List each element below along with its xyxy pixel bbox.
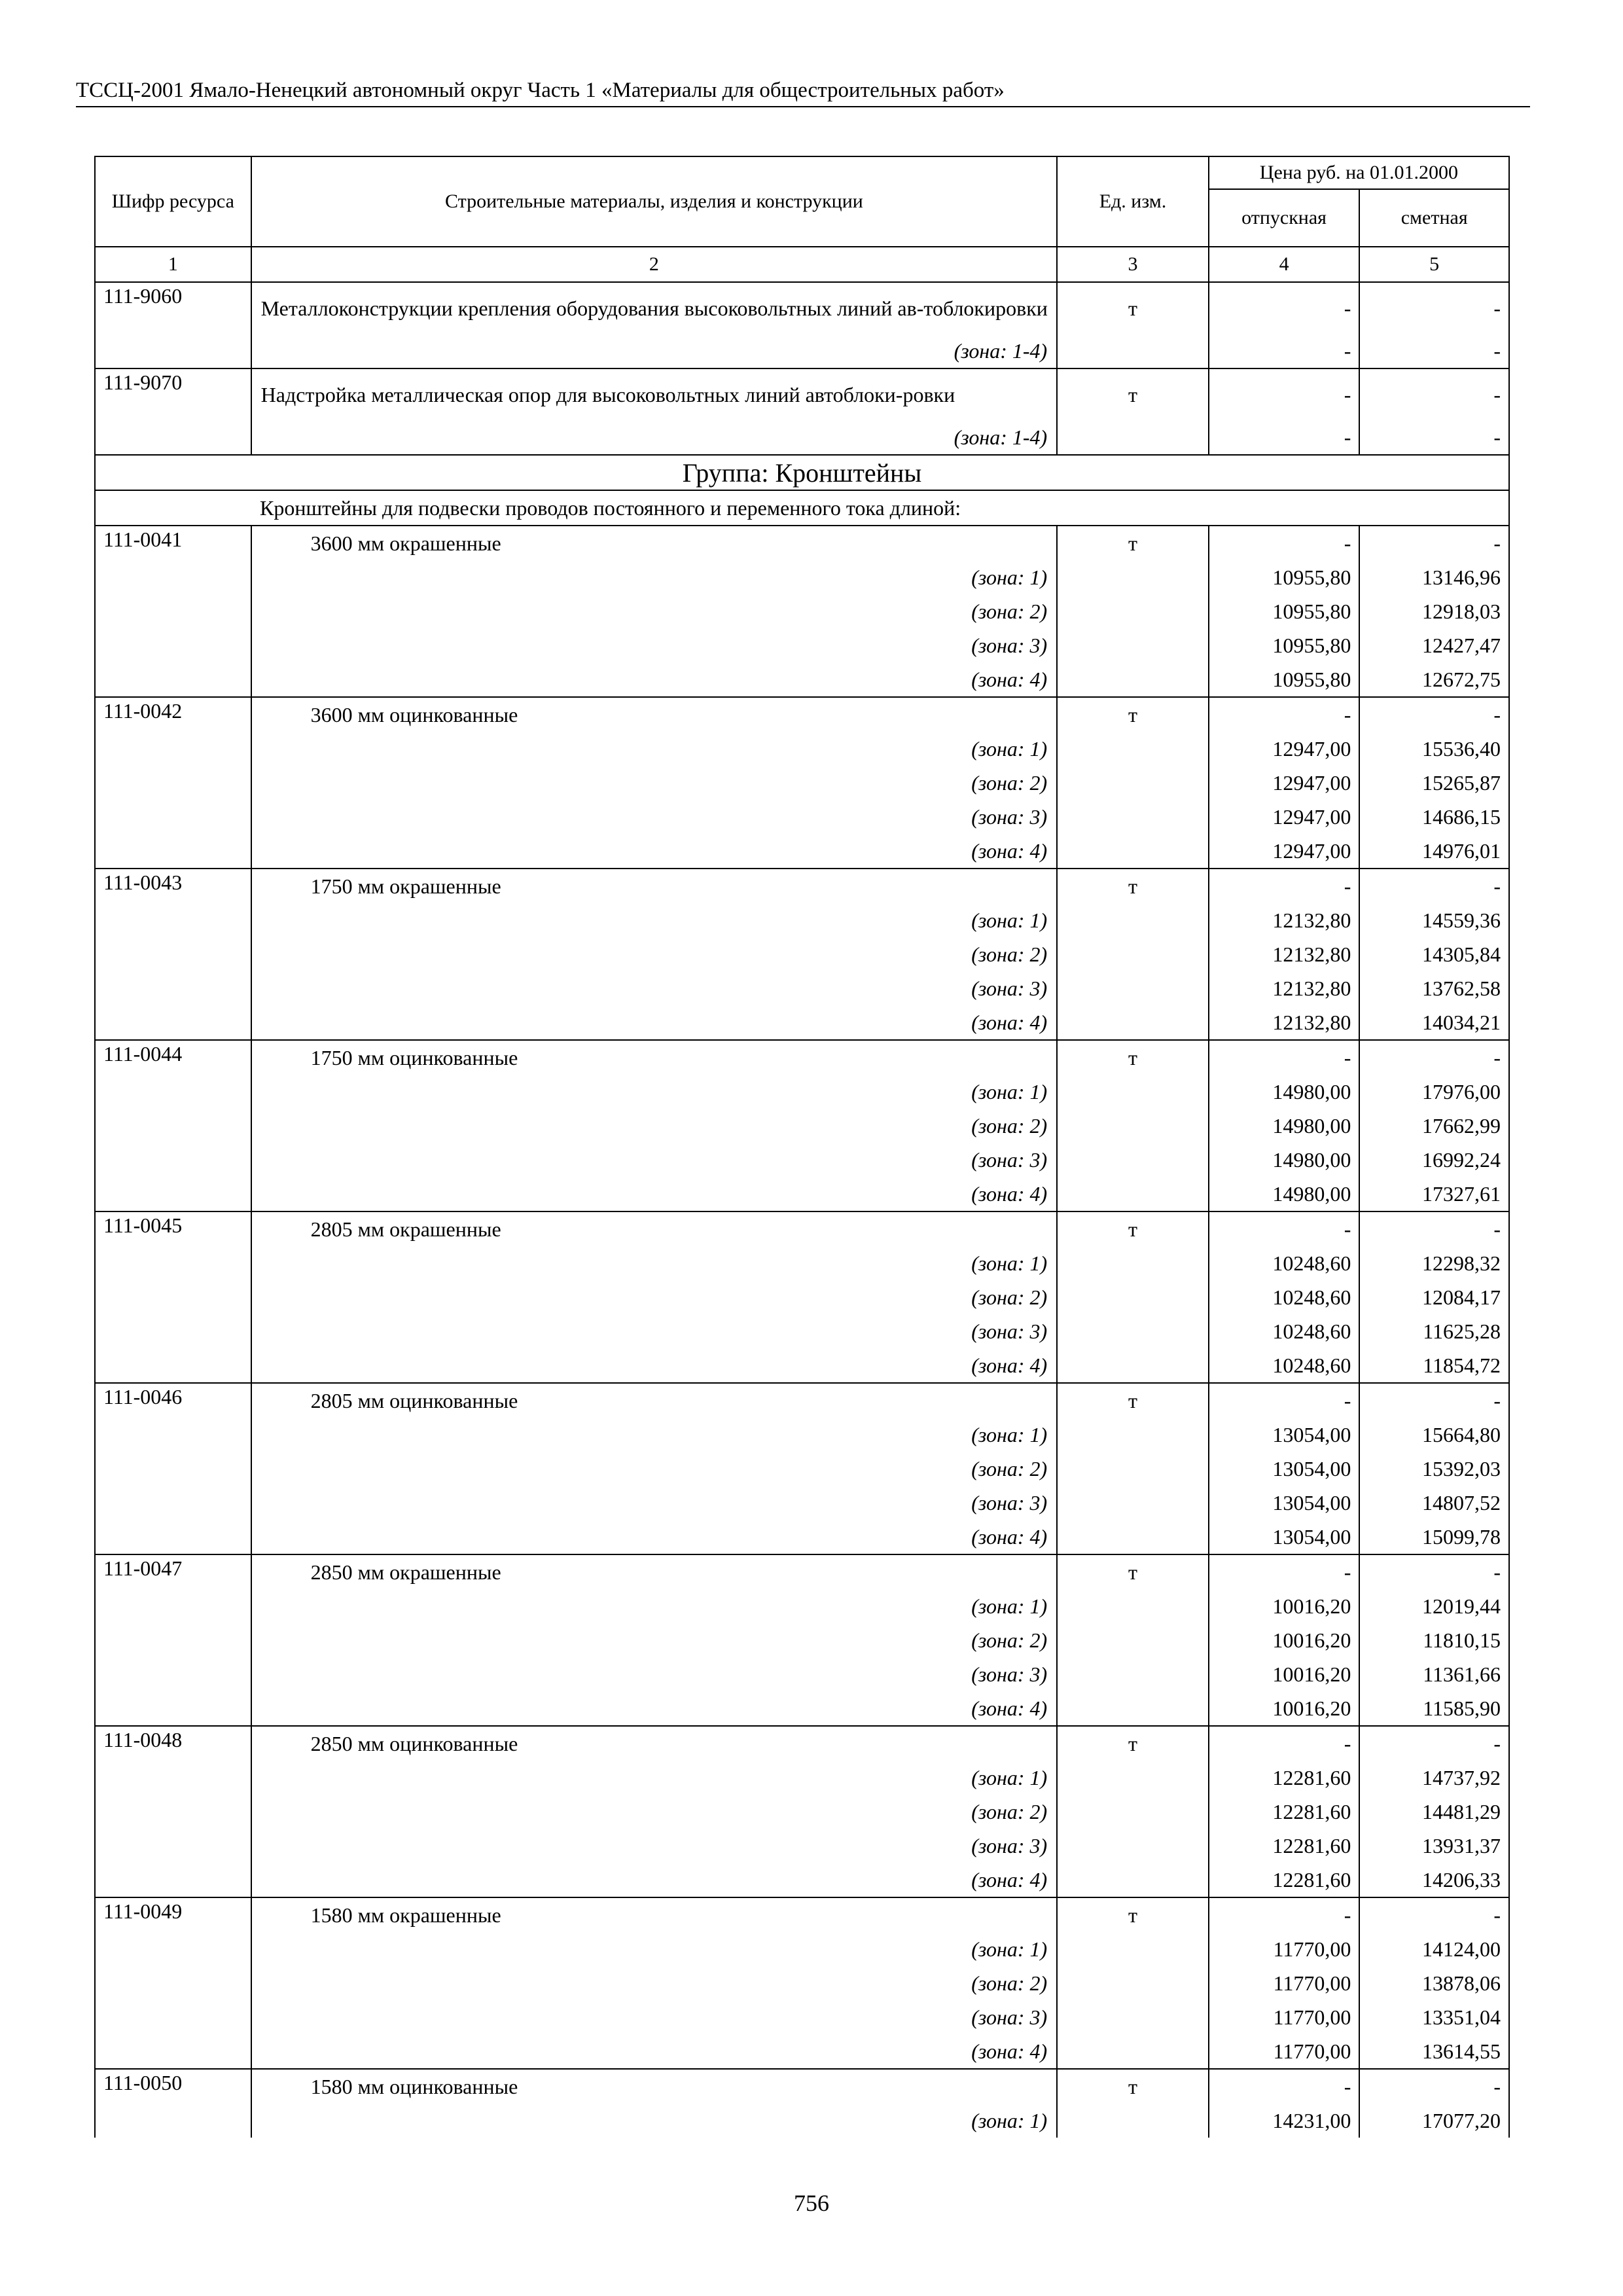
zone-row bbox=[95, 1589, 1509, 1623]
estimate-price: 16992,24 bbox=[1359, 1143, 1509, 1177]
estimate-price: 15099,78 bbox=[1359, 1520, 1509, 1554]
estimate-price: - bbox=[1359, 1726, 1509, 1761]
estimate-price: 11361,66 bbox=[1359, 1657, 1509, 1691]
unit-cell bbox=[1057, 1280, 1209, 1314]
zone-label: (зона: 1) bbox=[251, 732, 1058, 766]
release-price: 12132,80 bbox=[1209, 903, 1360, 937]
release-price: 10955,80 bbox=[1209, 628, 1360, 662]
table-row bbox=[95, 1040, 1509, 1075]
zone-label: (зона: 4) bbox=[251, 834, 1058, 869]
estimate-price: 13878,06 bbox=[1359, 1966, 1509, 2000]
release-price: - bbox=[1209, 420, 1360, 455]
group-row bbox=[95, 455, 1509, 490]
release-price: 14231,00 bbox=[1209, 2104, 1360, 2138]
column-number: 2 bbox=[251, 247, 1058, 282]
unit-cell: т bbox=[1057, 1040, 1209, 1075]
unit-cell: т bbox=[1057, 697, 1209, 732]
estimate-price: - bbox=[1359, 1897, 1509, 1932]
estimate-price: 12298,32 bbox=[1359, 1246, 1509, 1280]
release-price: - bbox=[1209, 697, 1360, 732]
unit-cell: т bbox=[1057, 282, 1209, 334]
price-table bbox=[94, 156, 1510, 2138]
zone-label: (зона: 2) bbox=[251, 1452, 1058, 1486]
table-row bbox=[95, 1554, 1509, 1589]
zone-label: (зона: 3) bbox=[251, 1314, 1058, 1348]
zone-label: (зона: 3) bbox=[251, 1829, 1058, 1863]
zone-label: (зона: 1-4) bbox=[251, 420, 1058, 455]
zone-row bbox=[95, 1829, 1509, 1863]
unit-cell bbox=[1057, 1829, 1209, 1863]
estimate-price: 14559,36 bbox=[1359, 903, 1509, 937]
estimate-price: - bbox=[1359, 1211, 1509, 1246]
resource-code: 111-0047 bbox=[95, 1554, 251, 1726]
estimate-price: 12918,03 bbox=[1359, 594, 1509, 628]
unit-cell bbox=[1057, 560, 1209, 594]
unit-cell bbox=[1057, 766, 1209, 800]
unit-cell bbox=[1057, 2000, 1209, 2034]
estimate-price: 12084,17 bbox=[1359, 1280, 1509, 1314]
zone-row bbox=[95, 732, 1509, 766]
release-price: - bbox=[1209, 2069, 1360, 2104]
table-row bbox=[95, 282, 1509, 334]
release-price: 13054,00 bbox=[1209, 1520, 1360, 1554]
release-price: 13054,00 bbox=[1209, 1418, 1360, 1452]
release-price: 12947,00 bbox=[1209, 732, 1360, 766]
estimate-price: 15664,80 bbox=[1359, 1418, 1509, 1452]
zone-label: (зона: 2) bbox=[251, 1795, 1058, 1829]
unit-cell bbox=[1057, 1314, 1209, 1348]
zone-label: (зона: 2) bbox=[251, 1280, 1058, 1314]
zone-label: (зона: 1) bbox=[251, 1418, 1058, 1452]
zone-label: (зона: 3) bbox=[251, 2000, 1058, 2034]
release-price: - bbox=[1209, 1211, 1360, 1246]
unit-cell bbox=[1057, 2034, 1209, 2069]
estimate-price: 14737,92 bbox=[1359, 1761, 1509, 1795]
column-header-price: Цена руб. на 01.01.2000 bbox=[1209, 156, 1509, 189]
release-price: 10016,20 bbox=[1209, 1589, 1360, 1623]
unit-cell: т bbox=[1057, 1211, 1209, 1246]
estimate-price: - bbox=[1359, 334, 1509, 368]
estimate-price: 13931,37 bbox=[1359, 1829, 1509, 1863]
estimate-price: - bbox=[1359, 1040, 1509, 1075]
unit-cell bbox=[1057, 420, 1209, 455]
zone-row bbox=[95, 1246, 1509, 1280]
zone-row bbox=[95, 1657, 1509, 1691]
material-name-text: Надстройка металлическая опор для высоковольтных линий автоблоки-ровки bbox=[260, 383, 955, 406]
unit-cell bbox=[1057, 1966, 1209, 2000]
zone-label: (зона: 2) bbox=[251, 1109, 1058, 1143]
material-name: 1580 мм оцинкованные bbox=[251, 2069, 1058, 2104]
resource-code: 111-0042 bbox=[95, 697, 251, 869]
zone-row bbox=[95, 1486, 1509, 1520]
material-name: 2805 мм окрашенные bbox=[251, 1211, 1058, 1246]
subgroup-row bbox=[95, 490, 1509, 526]
release-price: 10248,60 bbox=[1209, 1280, 1360, 1314]
zone-row bbox=[95, 834, 1509, 869]
zone-label: (зона: 1) bbox=[251, 560, 1058, 594]
unit-cell bbox=[1057, 1452, 1209, 1486]
zone-label: (зона: 1) bbox=[251, 1761, 1058, 1795]
estimate-price: - bbox=[1359, 869, 1509, 903]
zone-label: (зона: 4) bbox=[251, 1348, 1058, 1383]
resource-code: 111-0043 bbox=[95, 869, 251, 1040]
table-row bbox=[95, 368, 1509, 420]
zone-row bbox=[95, 1761, 1509, 1795]
zone-label: (зона: 4) bbox=[251, 1863, 1058, 1897]
zone-label: (зона: 4) bbox=[251, 2034, 1058, 2069]
zone-row bbox=[95, 1691, 1509, 1726]
zone-label: (зона: 1-4) bbox=[251, 334, 1058, 368]
unit-cell bbox=[1057, 1005, 1209, 1040]
unit-cell bbox=[1057, 1418, 1209, 1452]
resource-code: 111-9070 bbox=[95, 368, 251, 455]
zone-label: (зона: 2) bbox=[251, 937, 1058, 971]
estimate-price: - bbox=[1359, 1554, 1509, 1589]
zone-row bbox=[95, 1863, 1509, 1897]
zone-row bbox=[95, 1280, 1509, 1314]
zone-label: (зона: 1) bbox=[251, 1075, 1058, 1109]
release-price: 10016,20 bbox=[1209, 1691, 1360, 1726]
zone-row bbox=[95, 1005, 1509, 1040]
estimate-price: 14206,33 bbox=[1359, 1863, 1509, 1897]
estimate-price: 17662,99 bbox=[1359, 1109, 1509, 1143]
zone-row bbox=[95, 662, 1509, 697]
release-price: 11770,00 bbox=[1209, 2000, 1360, 2034]
estimate-price: 14976,01 bbox=[1359, 834, 1509, 869]
zone-row bbox=[95, 1075, 1509, 1109]
unit-cell: т bbox=[1057, 869, 1209, 903]
zone-row bbox=[95, 594, 1509, 628]
zone-label: (зона: 1) bbox=[251, 1932, 1058, 1966]
zone-row bbox=[95, 766, 1509, 800]
release-price: - bbox=[1209, 869, 1360, 903]
column-header-name: Строительные материалы, изделия и конструкции bbox=[251, 156, 1058, 247]
release-price: 10248,60 bbox=[1209, 1348, 1360, 1383]
unit-cell bbox=[1057, 903, 1209, 937]
release-price: 14980,00 bbox=[1209, 1177, 1360, 1211]
unit-cell: т bbox=[1057, 1897, 1209, 1932]
zone-row bbox=[95, 1109, 1509, 1143]
column-header-release: отпускная bbox=[1209, 189, 1360, 247]
unit-cell bbox=[1057, 800, 1209, 834]
release-price: 12281,60 bbox=[1209, 1829, 1360, 1863]
zone-row bbox=[95, 1520, 1509, 1554]
release-price: 11770,00 bbox=[1209, 1932, 1360, 1966]
estimate-price: 14686,15 bbox=[1359, 800, 1509, 834]
unit-cell: т bbox=[1057, 1554, 1209, 1589]
zone-row bbox=[95, 1452, 1509, 1486]
material-name bbox=[251, 282, 1058, 334]
zone-label: (зона: 2) bbox=[251, 1966, 1058, 2000]
material-name bbox=[251, 368, 1058, 420]
zone-row bbox=[95, 1314, 1509, 1348]
unit-cell bbox=[1057, 1932, 1209, 1966]
column-header-unit: Ед. изм. bbox=[1057, 156, 1209, 247]
zone-row bbox=[95, 420, 1509, 455]
zone-row bbox=[95, 937, 1509, 971]
unit-cell bbox=[1057, 628, 1209, 662]
resource-code: 111-0050 bbox=[95, 2069, 251, 2138]
resource-code: 111-0049 bbox=[95, 1897, 251, 2069]
zone-label: (зона: 1) bbox=[251, 1246, 1058, 1280]
table-row bbox=[95, 1211, 1509, 1246]
estimate-price: 15392,03 bbox=[1359, 1452, 1509, 1486]
column-header-estimate: сметная bbox=[1359, 189, 1509, 247]
zone-row bbox=[95, 1623, 1509, 1657]
release-price: 12947,00 bbox=[1209, 766, 1360, 800]
estimate-price: 17077,20 bbox=[1359, 2104, 1509, 2138]
estimate-price: 11585,90 bbox=[1359, 1691, 1509, 1726]
unit-cell bbox=[1057, 1657, 1209, 1691]
estimate-price: 15265,87 bbox=[1359, 766, 1509, 800]
zone-label: (зона: 4) bbox=[251, 1691, 1058, 1726]
unit-cell bbox=[1057, 1246, 1209, 1280]
unit-cell bbox=[1057, 594, 1209, 628]
unit-cell bbox=[1057, 1109, 1209, 1143]
zone-row bbox=[95, 903, 1509, 937]
release-price: 10955,80 bbox=[1209, 560, 1360, 594]
running-header: ТССЦ-2001 Ямало-Ненецкий автономный округ Часть 1 «Материалы для общестроительных работ» bbox=[76, 76, 1530, 107]
zone-row bbox=[95, 2000, 1509, 2034]
zone-label: (зона: 3) bbox=[251, 1657, 1058, 1691]
estimate-price: 13146,96 bbox=[1359, 560, 1509, 594]
estimate-price: - bbox=[1359, 2069, 1509, 2104]
estimate-price: 17327,61 bbox=[1359, 1177, 1509, 1211]
material-name: 1580 мм окрашенные bbox=[251, 1897, 1058, 1932]
unit-cell bbox=[1057, 1589, 1209, 1623]
table-row bbox=[95, 1383, 1509, 1418]
unit-cell bbox=[1057, 971, 1209, 1005]
release-price: 10016,20 bbox=[1209, 1623, 1360, 1657]
table-row bbox=[95, 1726, 1509, 1761]
release-price: - bbox=[1209, 368, 1360, 420]
unit-cell: т bbox=[1057, 1726, 1209, 1761]
zone-row bbox=[95, 2034, 1509, 2069]
estimate-price: - bbox=[1359, 282, 1509, 334]
zone-row bbox=[95, 334, 1509, 368]
estimate-price: 14807,52 bbox=[1359, 1486, 1509, 1520]
zone-label: (зона: 2) bbox=[251, 594, 1058, 628]
release-price: - bbox=[1209, 1383, 1360, 1418]
unit-cell bbox=[1057, 1177, 1209, 1211]
column-number: 5 bbox=[1359, 247, 1509, 282]
estimate-price: 13351,04 bbox=[1359, 2000, 1509, 2034]
unit-cell bbox=[1057, 1520, 1209, 1554]
release-price: 12947,00 bbox=[1209, 800, 1360, 834]
unit-cell bbox=[1057, 1691, 1209, 1726]
zone-row bbox=[95, 1143, 1509, 1177]
material-name: 3600 мм оцинкованные bbox=[251, 697, 1058, 732]
resource-code: 111-0046 bbox=[95, 1383, 251, 1554]
release-price: 11770,00 bbox=[1209, 1966, 1360, 2000]
release-price: 12132,80 bbox=[1209, 971, 1360, 1005]
estimate-price: 13762,58 bbox=[1359, 971, 1509, 1005]
unit-cell: т bbox=[1057, 368, 1209, 420]
zone-row bbox=[95, 1348, 1509, 1383]
unit-cell bbox=[1057, 1863, 1209, 1897]
estimate-price: 11625,28 bbox=[1359, 1314, 1509, 1348]
zone-label: (зона: 2) bbox=[251, 766, 1058, 800]
table-row bbox=[95, 697, 1509, 732]
unit-cell bbox=[1057, 937, 1209, 971]
resource-code: 111-0048 bbox=[95, 1726, 251, 1897]
zone-label: (зона: 1) bbox=[251, 903, 1058, 937]
release-price: 12132,80 bbox=[1209, 937, 1360, 971]
estimate-price: 12672,75 bbox=[1359, 662, 1509, 697]
material-name: 3600 мм окрашенные bbox=[251, 526, 1058, 560]
zone-row bbox=[95, 628, 1509, 662]
release-price: - bbox=[1209, 1897, 1360, 1932]
zone-row bbox=[95, 971, 1509, 1005]
unit-cell bbox=[1057, 334, 1209, 368]
unit-cell: т bbox=[1057, 526, 1209, 560]
resource-code: 111-0045 bbox=[95, 1211, 251, 1383]
resource-code: 111-0041 bbox=[95, 526, 251, 697]
estimate-price: 14481,29 bbox=[1359, 1795, 1509, 1829]
unit-cell bbox=[1057, 2104, 1209, 2138]
zone-label: (зона: 3) bbox=[251, 971, 1058, 1005]
release-price: 14980,00 bbox=[1209, 1109, 1360, 1143]
estimate-price: - bbox=[1359, 697, 1509, 732]
zone-label: (зона: 1) bbox=[251, 2104, 1058, 2138]
release-price: - bbox=[1209, 1726, 1360, 1761]
estimate-price: - bbox=[1359, 526, 1509, 560]
zone-label: (зона: 3) bbox=[251, 1143, 1058, 1177]
table-body bbox=[95, 282, 1509, 2138]
zone-row bbox=[95, 560, 1509, 594]
release-price: 12281,60 bbox=[1209, 1863, 1360, 1897]
zone-label: (зона: 2) bbox=[251, 1623, 1058, 1657]
zone-row bbox=[95, 2104, 1509, 2138]
column-number: 1 bbox=[95, 247, 251, 282]
material-name: 2850 мм окрашенные bbox=[251, 1554, 1058, 1589]
column-number: 3 bbox=[1057, 247, 1209, 282]
release-price: 12947,00 bbox=[1209, 834, 1360, 869]
unit-cell bbox=[1057, 662, 1209, 697]
release-price: - bbox=[1209, 334, 1360, 368]
unit-cell bbox=[1057, 1486, 1209, 1520]
release-price: 12132,80 bbox=[1209, 1005, 1360, 1040]
unit-cell bbox=[1057, 1623, 1209, 1657]
table-row bbox=[95, 869, 1509, 903]
release-price: - bbox=[1209, 526, 1360, 560]
estimate-price: 11854,72 bbox=[1359, 1348, 1509, 1383]
zone-label: (зона: 3) bbox=[251, 628, 1058, 662]
release-price: 10248,60 bbox=[1209, 1246, 1360, 1280]
release-price: 14980,00 bbox=[1209, 1075, 1360, 1109]
zone-label: (зона: 3) bbox=[251, 800, 1058, 834]
unit-cell: т bbox=[1057, 1383, 1209, 1418]
zone-row bbox=[95, 1418, 1509, 1452]
zone-row bbox=[95, 1795, 1509, 1829]
release-price: 10016,20 bbox=[1209, 1657, 1360, 1691]
zone-row bbox=[95, 1932, 1509, 1966]
estimate-price: 14034,21 bbox=[1359, 1005, 1509, 1040]
release-price: 10955,80 bbox=[1209, 594, 1360, 628]
estimate-price: 17976,00 bbox=[1359, 1075, 1509, 1109]
column-number: 4 bbox=[1209, 247, 1360, 282]
release-price: 12281,60 bbox=[1209, 1761, 1360, 1795]
table-row bbox=[95, 1897, 1509, 1932]
table-header bbox=[95, 156, 1509, 282]
release-price: - bbox=[1209, 282, 1360, 334]
zone-row bbox=[95, 1177, 1509, 1211]
release-price: 13054,00 bbox=[1209, 1452, 1360, 1486]
unit-cell: т bbox=[1057, 2069, 1209, 2104]
zone-label: (зона: 4) bbox=[251, 1005, 1058, 1040]
table-row bbox=[95, 526, 1509, 560]
release-price: - bbox=[1209, 1040, 1360, 1075]
page-number: 756 bbox=[794, 2190, 829, 2216]
release-price: 11770,00 bbox=[1209, 2034, 1360, 2069]
release-price: 13054,00 bbox=[1209, 1486, 1360, 1520]
release-price: 14980,00 bbox=[1209, 1143, 1360, 1177]
unit-cell bbox=[1057, 732, 1209, 766]
unit-cell bbox=[1057, 1348, 1209, 1383]
estimate-price: 11810,15 bbox=[1359, 1623, 1509, 1657]
material-name: 2850 мм оцинкованные bbox=[251, 1726, 1058, 1761]
estimate-price: 15536,40 bbox=[1359, 732, 1509, 766]
release-price: 12281,60 bbox=[1209, 1795, 1360, 1829]
resource-code: 111-9060 bbox=[95, 282, 251, 368]
zone-label: (зона: 4) bbox=[251, 1177, 1058, 1211]
material-name-text: Металлоконструкции крепления оборудования высоковольтных линий ав-тоблокировки bbox=[260, 296, 1048, 320]
zone-row bbox=[95, 800, 1509, 834]
release-price: - bbox=[1209, 1554, 1360, 1589]
zone-label: (зона: 4) bbox=[251, 662, 1058, 697]
estimate-price: 12019,44 bbox=[1359, 1589, 1509, 1623]
estimate-price: 13614,55 bbox=[1359, 2034, 1509, 2069]
unit-cell bbox=[1057, 1761, 1209, 1795]
table-row bbox=[95, 2069, 1509, 2104]
estimate-price: 14124,00 bbox=[1359, 1932, 1509, 1966]
estimate-price: - bbox=[1359, 420, 1509, 455]
zone-row bbox=[95, 1966, 1509, 2000]
release-price: 10955,80 bbox=[1209, 662, 1360, 697]
group-subtitle: Кронштейны для подвески проводов постоянного и переменного тока длиной: bbox=[95, 490, 1509, 526]
material-name: 1750 мм окрашенные bbox=[251, 869, 1058, 903]
zone-label: (зона: 4) bbox=[251, 1520, 1058, 1554]
group-title: Группа: Кронштейны bbox=[95, 455, 1509, 490]
estimate-price: 14305,84 bbox=[1359, 937, 1509, 971]
zone-label: (зона: 3) bbox=[251, 1486, 1058, 1520]
column-header-code: Шифр ресурса bbox=[95, 156, 251, 247]
unit-cell bbox=[1057, 1075, 1209, 1109]
estimate-price: 12427,47 bbox=[1359, 628, 1509, 662]
material-name: 1750 мм оцинкованные bbox=[251, 1040, 1058, 1075]
release-price: 10248,60 bbox=[1209, 1314, 1360, 1348]
unit-cell bbox=[1057, 834, 1209, 869]
unit-cell bbox=[1057, 1143, 1209, 1177]
estimate-price: - bbox=[1359, 368, 1509, 420]
resource-code: 111-0044 bbox=[95, 1040, 251, 1211]
unit-cell bbox=[1057, 1795, 1209, 1829]
zone-label: (зона: 1) bbox=[251, 1589, 1058, 1623]
estimate-price: - bbox=[1359, 1383, 1509, 1418]
material-name: 2805 мм оцинкованные bbox=[251, 1383, 1058, 1418]
